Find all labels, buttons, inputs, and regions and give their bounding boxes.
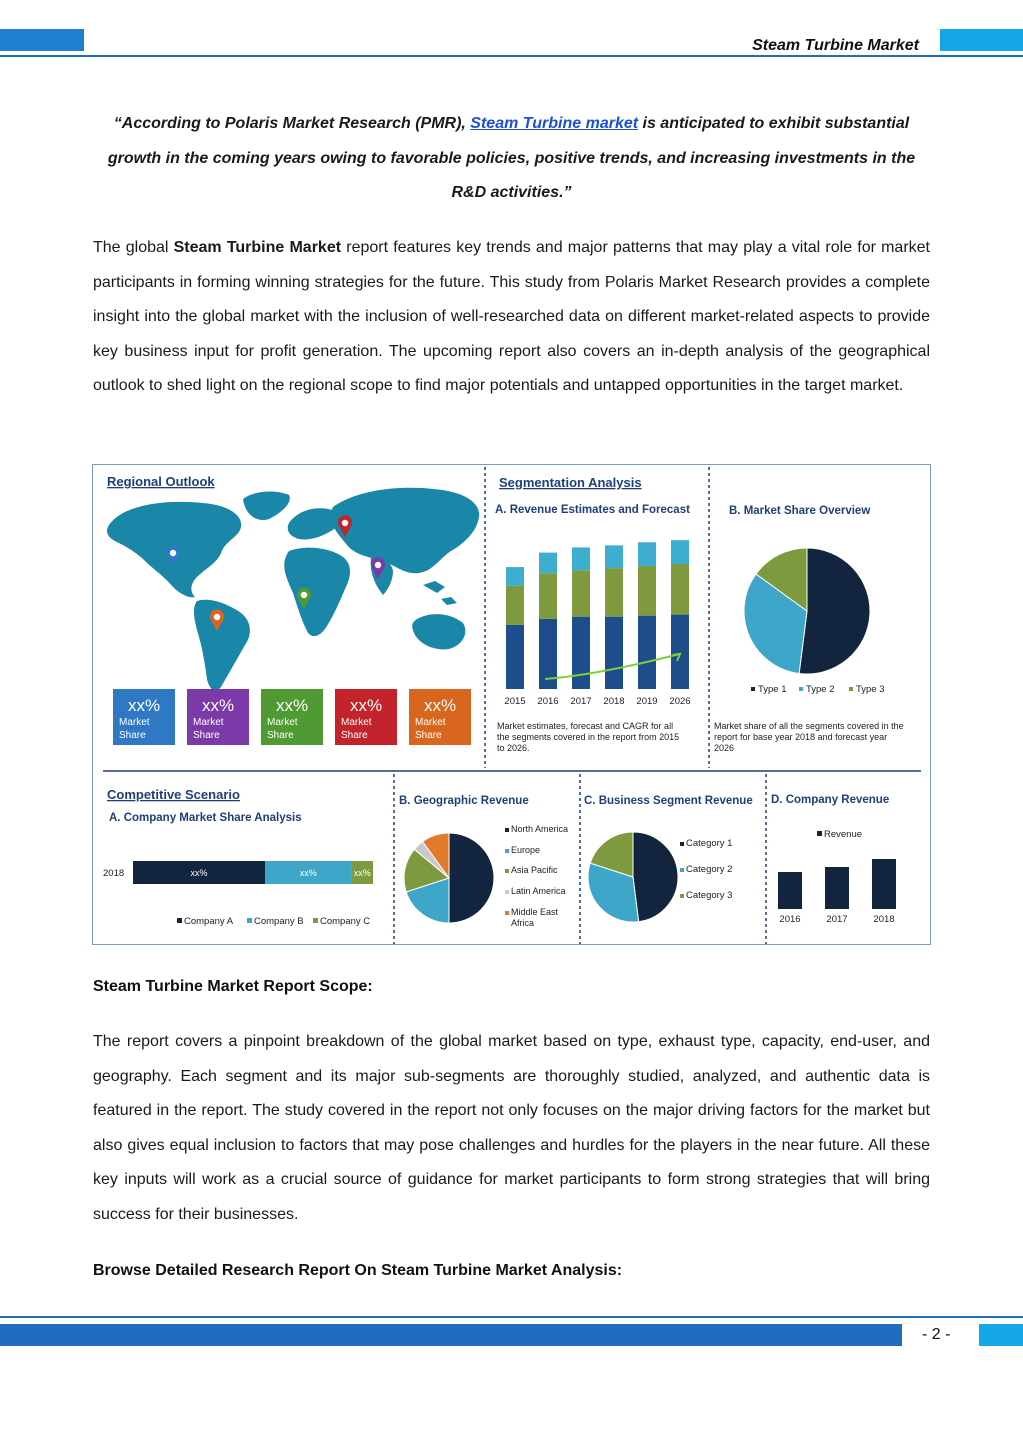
map-pin-dot xyxy=(342,520,348,526)
company-bar-category: 2018 xyxy=(103,868,125,879)
revenue-bar-segment xyxy=(539,573,557,618)
revenue-bar-segment xyxy=(605,568,623,617)
revenue-bar-segment xyxy=(638,616,656,689)
company-revenue-x-tick: 2018 xyxy=(873,914,895,925)
map-pin-dot xyxy=(375,562,381,568)
scope-heading: Steam Turbine Market Report Scope: xyxy=(93,978,373,995)
revenue-note-line: Market estimates, forecast and CAGR for all xyxy=(497,721,674,731)
legend-label: Category 2 xyxy=(686,864,733,875)
business-legend xyxy=(680,838,732,901)
intro-bold: Steam Turbine Market xyxy=(173,239,342,256)
card-value: xx% xyxy=(127,696,161,715)
legend-label: Type 2 xyxy=(806,684,835,695)
company-bar-label: xx% xyxy=(353,868,371,878)
intro-paragraph xyxy=(93,231,930,404)
business-segment-title: C. Business Segment Revenue xyxy=(584,795,753,807)
legend-label: Company C xyxy=(320,916,371,927)
legend-swatch xyxy=(505,849,509,853)
market-share-legend xyxy=(751,684,885,695)
company-revenue-x-tick: 2017 xyxy=(826,914,848,925)
card-label: Market xyxy=(341,717,372,728)
revenue-bar-segment xyxy=(572,570,590,616)
legend-label: Revenue xyxy=(824,829,863,840)
revenue-bar-segment xyxy=(506,586,524,625)
regional-cards xyxy=(113,689,471,745)
revenue-x-tick: 2019 xyxy=(636,696,658,707)
card-label: Share xyxy=(193,730,220,741)
share-note-line: report for base year 2018 and forecast year xyxy=(714,732,888,742)
revenue-bar-segment xyxy=(671,540,689,564)
card-label: Share xyxy=(415,730,442,741)
card-value: xx% xyxy=(275,696,309,715)
card-label: Market xyxy=(267,717,298,728)
legend-swatch xyxy=(751,687,755,691)
revenue-x-tick: 2018 xyxy=(603,696,625,707)
company-revenue-bar xyxy=(872,859,896,909)
legend-swatch xyxy=(680,894,684,898)
legend-swatch xyxy=(680,842,684,846)
legend-label: Category 1 xyxy=(686,838,733,849)
company-revenue-x-tick: 2016 xyxy=(779,914,801,925)
geographic-revenue-title: B. Geographic Revenue xyxy=(399,795,529,807)
revenue-bar-segment xyxy=(638,542,656,566)
company-revenue-bar xyxy=(778,872,802,909)
revenue-note xyxy=(497,721,682,753)
card-value: xx% xyxy=(201,696,235,715)
company-revenue-chart xyxy=(778,829,896,925)
segmentation-title: Segmentation Analysis xyxy=(499,475,642,490)
market-share-title: B. Market Share Overview xyxy=(729,505,871,517)
legend-label: Company A xyxy=(184,916,234,927)
revenue-estimates-title: A. Revenue Estimates and Forecast xyxy=(495,504,690,516)
revenue-chart xyxy=(504,540,690,707)
geographic-pie xyxy=(404,833,494,923)
legend-label: Type 1 xyxy=(758,684,787,695)
header-accent-right xyxy=(940,29,1023,51)
greenland-shape xyxy=(243,492,290,521)
card-label: Market xyxy=(193,717,224,728)
revenue-bar-segment xyxy=(671,564,689,615)
share-note-line: Market share of all the segments covered in the xyxy=(714,721,904,731)
revenue-bar-segment xyxy=(605,617,623,689)
revenue-note-line: the segments covered in the report from 2015 xyxy=(497,732,680,742)
scope-paragraph: The report covers a pinpoint breakdown of the global market based on type, exhaust type, capacity, end-user, and geography. Each segment and its major sub-segments are thoroughly studied, analyzed, and authentic data is featured in the report. The study covered in the report not only focuses on the major driving factors for the market but also gives equal inclusion to factors that may pose challenges and hurdles for the players in the near future. All these key inputs will work as a crucial source of guidance for market participants to form strong strategies that will bring success for their businesses. xyxy=(93,1033,930,1223)
legend-swatch xyxy=(505,869,509,873)
geographic-legend xyxy=(505,824,568,928)
legend-swatch xyxy=(313,918,318,923)
pmr-quote xyxy=(93,107,930,211)
map-pin-dot xyxy=(301,592,307,598)
legend-swatch xyxy=(505,828,509,832)
footer-accent-right xyxy=(979,1324,1023,1346)
intro-lead: The global xyxy=(93,239,174,256)
card-label: Market xyxy=(119,717,150,728)
business-pie xyxy=(588,832,678,922)
card-label: Market xyxy=(415,717,446,728)
legend-label: Middle East xyxy=(511,907,559,917)
steam-turbine-market-link[interactable]: Steam Turbine market xyxy=(470,115,639,132)
card-label: Share xyxy=(119,730,146,741)
header-title: Steam Turbine Market xyxy=(752,37,919,54)
legend-label: Europe xyxy=(511,845,541,855)
legend-label: Category 3 xyxy=(686,890,733,901)
legend-swatch xyxy=(680,868,684,872)
asia-shape xyxy=(331,488,480,573)
map-pin-dot xyxy=(214,614,220,620)
revenue-note-line: to 2026. xyxy=(497,743,530,753)
regional-outlook-title: Regional Outlook xyxy=(107,474,215,489)
card-value: xx% xyxy=(349,696,383,715)
australia-shape xyxy=(412,614,465,649)
market-infographic xyxy=(92,464,931,945)
revenue-bar-segment xyxy=(506,567,524,586)
page-number: - 2 - xyxy=(922,1326,951,1343)
legend-swatch xyxy=(177,918,182,923)
africa-shape xyxy=(284,548,350,636)
company-bar-label: xx% xyxy=(190,868,208,878)
competitive-title: Competitive Scenario xyxy=(107,787,240,802)
legend-label: Company B xyxy=(254,916,304,927)
footer-rule xyxy=(0,1316,1023,1318)
card-label: Share xyxy=(267,730,294,741)
company-revenue-bar xyxy=(825,867,849,909)
legend-swatch xyxy=(505,911,509,915)
oceania-islands-shape xyxy=(423,581,457,605)
market-share-pie xyxy=(744,548,870,674)
world-map xyxy=(107,488,479,691)
company-share-title: A. Company Market Share Analysis xyxy=(109,812,302,824)
share-note xyxy=(714,721,906,753)
map-pin-dot xyxy=(170,550,176,556)
revenue-x-tick: 2015 xyxy=(504,696,526,707)
revenue-x-tick: 2016 xyxy=(537,696,559,707)
revenue-bar-segment xyxy=(671,615,689,689)
company-share-bar xyxy=(103,861,373,927)
share-note-line: 2026 xyxy=(714,743,735,753)
legend-swatch xyxy=(817,831,822,836)
legend-label: Latin America xyxy=(511,886,566,896)
legend-swatch xyxy=(849,687,853,691)
revenue-bar-segment xyxy=(638,566,656,616)
revenue-bar-segment xyxy=(572,547,590,570)
quote-text-before: “According to Polaris Market Research (PMR), xyxy=(113,115,471,132)
legend-swatch xyxy=(247,918,252,923)
card-label: Share xyxy=(341,730,368,741)
legend-swatch xyxy=(505,890,509,894)
intro-rest: report features key trends and major patterns that may play a vital role for market participants in forming winning strategies for the future. This study from Polaris Market Research provides a complete insight into the global market with the inclusion of well-researched data on different market-related aspects to provide key business input for profit generation. The upcoming report also covers an in-depth analysis of the geographical outlook to shed light on the regional scope to find major potentials and untapped opportunities in the target market. xyxy=(93,239,931,395)
card-value: xx% xyxy=(423,696,457,715)
browse-heading: Browse Detailed Research Report On Steam Turbine Market Analysis: xyxy=(93,1262,623,1279)
header-accent-left xyxy=(0,29,84,51)
header-rule xyxy=(0,55,1023,57)
quote-text-after: is anticipated to exhibit substantial growth in the coming years owing to favorable policies, positive trends, and increasing investments in the R&D activities.” xyxy=(107,115,916,201)
company-revenue-title: D. Company Revenue xyxy=(771,794,890,806)
revenue-bar-segment xyxy=(572,617,590,689)
revenue-bar-segment xyxy=(605,545,623,568)
revenue-x-tick: 2026 xyxy=(669,696,691,707)
revenue-bar-segment xyxy=(506,625,524,689)
legend-label: Type 3 xyxy=(856,684,885,695)
legend-label: Asia Pacific xyxy=(511,865,558,875)
share-pie-slice xyxy=(799,548,870,674)
infographic-canvas xyxy=(93,465,932,946)
geo-pie-slice xyxy=(449,833,494,923)
legend-label: North America xyxy=(511,824,569,834)
business-pie-slice xyxy=(633,832,678,922)
legend-label: Africa xyxy=(511,918,535,928)
revenue-bar-segment xyxy=(539,553,557,574)
revenue-x-tick: 2017 xyxy=(570,696,592,707)
legend-swatch xyxy=(799,687,803,691)
footer-accent-left xyxy=(0,1324,902,1346)
company-bar-label: xx% xyxy=(299,868,317,878)
